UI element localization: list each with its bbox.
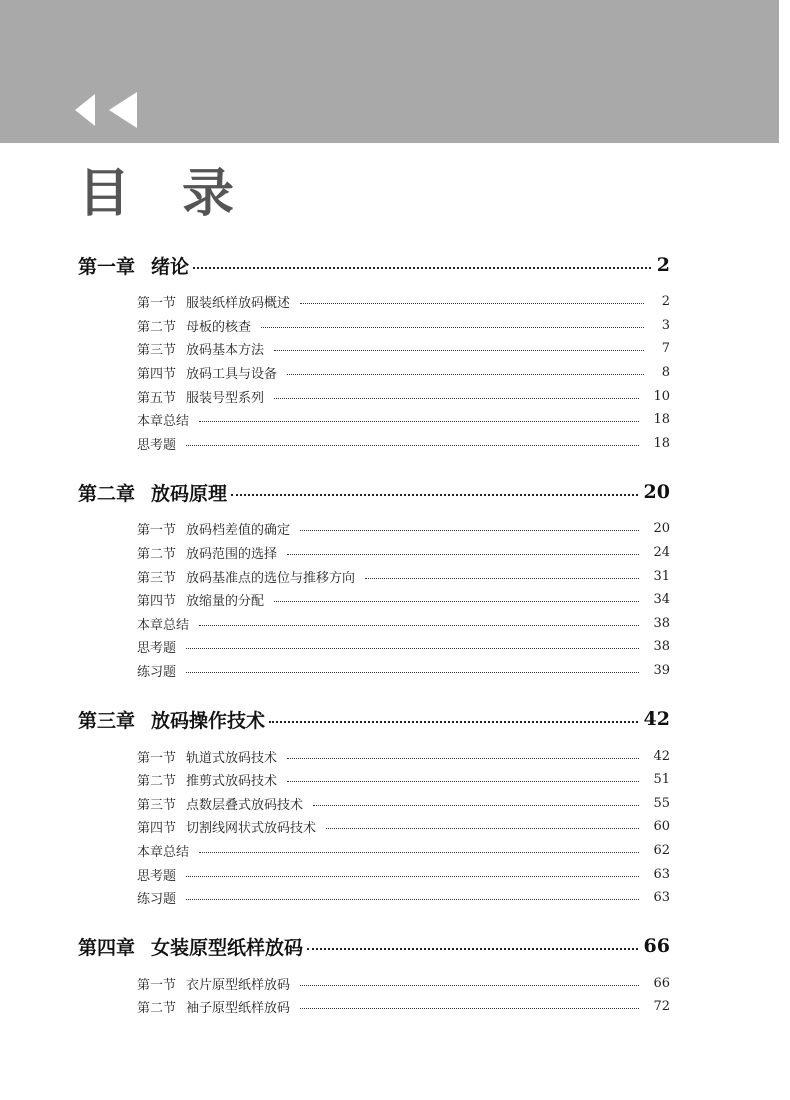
- dot-leader: [300, 303, 644, 304]
- section-title: 放码工具与设备: [186, 367, 278, 383]
- table-of-contents: [78, 243, 670, 1034]
- section-page-number: 62: [653, 842, 670, 858]
- chapter-number: 第三章: [78, 709, 136, 732]
- section-number: 第四节: [137, 594, 177, 610]
- section-title: 练习题: [137, 665, 177, 681]
- section-title: 袖子原型纸样放码: [186, 1001, 291, 1017]
- section-page-number: 38: [653, 615, 670, 631]
- section-number: 第四节: [137, 367, 177, 383]
- section-title: 放码基准点的选位与推移方向: [186, 570, 356, 586]
- chapter-label: [78, 252, 189, 279]
- section-title: 服装纸样放码概述: [186, 296, 291, 312]
- section-title: 本章总结: [137, 844, 190, 860]
- section-page-number: 42: [653, 748, 670, 764]
- section-title: 放缩量的分配: [186, 594, 265, 610]
- section-list: [78, 971, 670, 1018]
- chapter-block: [78, 470, 670, 682]
- section-entry[interactable]: [137, 862, 670, 886]
- dot-leader: [287, 554, 639, 555]
- section-entry[interactable]: [137, 384, 670, 408]
- chapter-label: [78, 706, 265, 733]
- section-entry[interactable]: [137, 744, 670, 768]
- section-page-number: 8: [661, 365, 670, 381]
- dot-leader: [365, 578, 639, 579]
- dot-leader: [186, 648, 639, 649]
- section-label: [137, 292, 290, 311]
- dot-leader: [274, 350, 644, 351]
- section-page-number: 2: [661, 294, 670, 310]
- section-title: 本章总结: [137, 414, 190, 430]
- dot-leader: [193, 267, 651, 269]
- section-entry[interactable]: [137, 792, 670, 816]
- section-page-number: 55: [653, 795, 670, 811]
- dot-leader: [199, 625, 639, 626]
- chapter-title: 女装原型纸样放码: [151, 936, 304, 959]
- section-list: [78, 517, 670, 682]
- section-entry[interactable]: [137, 768, 670, 792]
- section-entry[interactable]: [137, 408, 670, 432]
- section-entry[interactable]: [137, 839, 670, 863]
- section-entry[interactable]: [137, 995, 670, 1019]
- section-label: [137, 888, 176, 907]
- section-entry[interactable]: [137, 815, 670, 839]
- section-entry[interactable]: [137, 971, 670, 995]
- dot-leader: [300, 530, 639, 531]
- section-page-number: 51: [653, 772, 670, 788]
- section-label: [137, 817, 316, 836]
- chapter-entry[interactable]: [78, 243, 670, 287]
- section-entry[interactable]: [137, 432, 670, 456]
- section-title: 点数层叠式放码技术: [186, 797, 304, 813]
- section-title: 轨道式放码技术: [186, 750, 278, 766]
- section-label: [137, 519, 290, 538]
- dot-leader: [186, 445, 639, 446]
- section-label: [137, 410, 189, 429]
- dot-leader: [199, 421, 639, 422]
- section-entry[interactable]: [137, 635, 670, 659]
- section-page-number: 34: [653, 592, 670, 608]
- section-page-number: 72: [653, 999, 670, 1015]
- section-number: 第三节: [137, 570, 177, 586]
- chapter-block: [78, 243, 670, 455]
- section-number: 第二节: [137, 319, 177, 335]
- chapter-page-number: 66: [643, 935, 670, 958]
- section-label: [137, 841, 189, 860]
- dot-leader: [287, 374, 644, 375]
- section-number: 第一节: [137, 523, 177, 539]
- section-page-number: 18: [653, 435, 670, 451]
- dot-leader: [274, 601, 639, 602]
- section-page-number: 10: [653, 388, 670, 404]
- section-title: 推剪式放码技术: [186, 774, 278, 790]
- section-title: 放码基本方法: [186, 343, 265, 359]
- section-title: 母板的核查: [186, 319, 252, 335]
- section-label: [137, 590, 264, 609]
- dot-leader: [287, 781, 639, 782]
- section-number: 第五节: [137, 390, 177, 406]
- dot-leader: [300, 1008, 639, 1009]
- chapter-label: [78, 933, 303, 960]
- section-title: 放码范围的选择: [186, 547, 278, 563]
- section-page-number: 63: [653, 890, 670, 906]
- chapter-number: 第二章: [78, 482, 136, 505]
- section-entry[interactable]: [137, 517, 670, 541]
- section-label: [137, 567, 355, 586]
- section-label: [137, 339, 264, 358]
- chapter-entry[interactable]: [78, 697, 670, 741]
- section-title: 切割线网状式放码技术: [186, 821, 317, 837]
- section-title: 放码档差值的确定: [186, 523, 291, 539]
- section-entry[interactable]: [137, 290, 670, 314]
- section-label: [137, 434, 176, 453]
- chapter-page-number: 20: [643, 481, 670, 504]
- section-list: [78, 744, 670, 909]
- section-title: 服装号型系列: [186, 390, 265, 406]
- section-number: 第二节: [137, 1001, 177, 1017]
- dot-leader: [274, 398, 639, 399]
- section-entry[interactable]: [137, 886, 670, 910]
- section-number: 第三节: [137, 343, 177, 359]
- section-label: [137, 661, 176, 680]
- section-number: 第一节: [137, 750, 177, 766]
- section-number: 第一节: [137, 977, 177, 993]
- section-page-number: 39: [653, 663, 670, 679]
- section-page-number: 66: [653, 975, 670, 991]
- chapter-entry[interactable]: [78, 470, 670, 514]
- chapter-page-number: 2: [656, 254, 670, 276]
- section-title: 思考题: [137, 641, 177, 657]
- section-entry[interactable]: [137, 361, 670, 385]
- section-label: [137, 543, 277, 562]
- section-number: 第三节: [137, 797, 177, 813]
- chapter-page-number: 42: [643, 708, 670, 731]
- section-list: [78, 290, 670, 455]
- section-entry[interactable]: [137, 588, 670, 612]
- section-entry[interactable]: [137, 612, 670, 636]
- section-number: 第一节: [137, 296, 177, 312]
- section-entry[interactable]: [137, 564, 670, 588]
- section-title: 衣片原型纸样放码: [186, 977, 291, 993]
- section-number: 第二节: [137, 547, 177, 563]
- section-label: [137, 614, 189, 633]
- section-label: [137, 770, 277, 789]
- section-label: [137, 997, 290, 1016]
- dot-leader: [269, 721, 638, 723]
- section-label: [137, 794, 303, 813]
- dot-leader: [313, 805, 639, 806]
- section-entry[interactable]: [137, 659, 670, 683]
- dot-leader: [261, 327, 644, 328]
- section-number: 第二节: [137, 774, 177, 790]
- chapter-entry[interactable]: [78, 924, 670, 968]
- section-label: [137, 363, 277, 382]
- section-page-number: 31: [653, 568, 670, 584]
- section-entry[interactable]: [137, 337, 670, 361]
- dot-leader: [199, 852, 639, 853]
- chapter-title: 绪论: [151, 255, 190, 278]
- dot-leader: [307, 948, 638, 950]
- section-page-number: 24: [653, 545, 670, 561]
- dot-leader: [186, 672, 639, 673]
- section-label: [137, 316, 251, 335]
- chapter-label: [78, 479, 227, 506]
- section-page-number: 38: [653, 639, 670, 655]
- dot-leader: [186, 899, 639, 900]
- dot-leader: [287, 758, 639, 759]
- section-title: 思考题: [137, 868, 177, 884]
- page-title: 目录: [78, 164, 287, 224]
- double-left-arrow-icon: [75, 92, 139, 128]
- chapter-block: [78, 697, 670, 909]
- chapter-number: 第四章: [78, 936, 136, 959]
- section-entry[interactable]: [137, 314, 670, 338]
- section-label: [137, 637, 176, 656]
- chapter-number: 第一章: [78, 255, 136, 278]
- section-page-number: 7: [661, 341, 670, 357]
- chapter-title: 放码操作技术: [151, 709, 266, 732]
- dot-leader: [231, 494, 638, 496]
- section-number: 第四节: [137, 821, 177, 837]
- dot-leader: [326, 828, 639, 829]
- dot-leader: [186, 876, 639, 877]
- section-title: 本章总结: [137, 617, 190, 633]
- section-label: [137, 387, 264, 406]
- section-page-number: 63: [653, 866, 670, 882]
- section-label: [137, 974, 290, 993]
- chapter-block: [78, 924, 670, 1018]
- section-page-number: 18: [653, 412, 670, 428]
- dot-leader: [300, 985, 639, 986]
- section-entry[interactable]: [137, 541, 670, 565]
- section-title: 练习题: [137, 892, 177, 908]
- section-page-number: 60: [653, 819, 670, 835]
- section-label: [137, 747, 277, 766]
- section-title: 思考题: [137, 437, 177, 453]
- section-label: [137, 865, 176, 884]
- section-page-number: 20: [653, 521, 670, 537]
- chapter-title: 放码原理: [151, 482, 228, 505]
- section-page-number: 3: [661, 317, 670, 333]
